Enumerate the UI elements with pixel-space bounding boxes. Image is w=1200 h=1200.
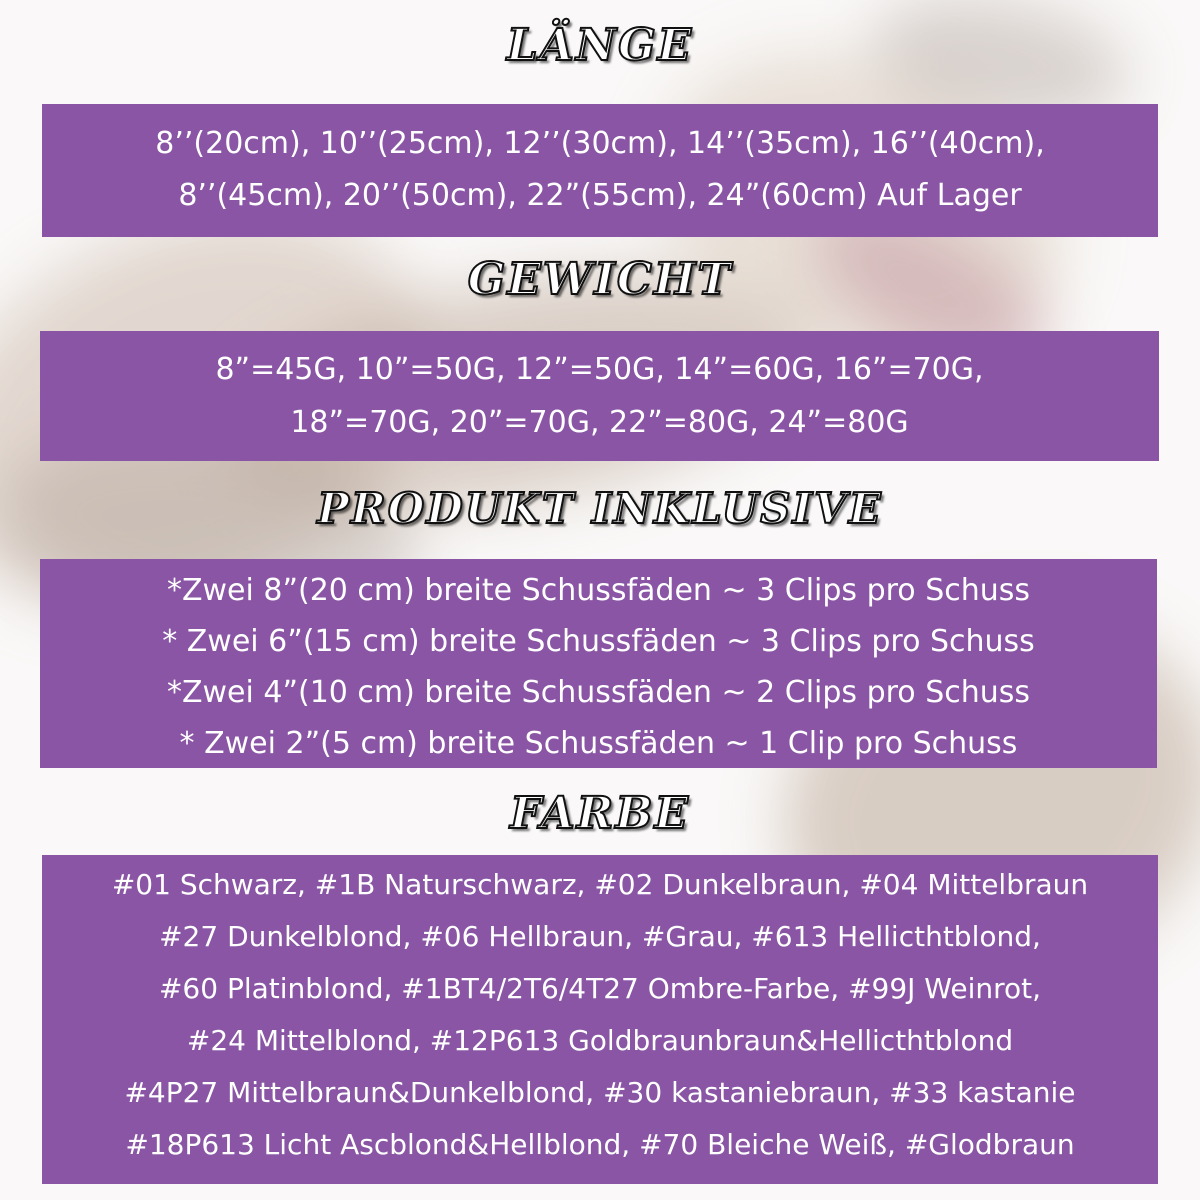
laenge-line: 8’’(45cm), 20’’(50cm), 22”(55cm), 24”(60cm) Auf Lager (178, 178, 1022, 213)
produkt-line: *Zwei 8”(20 cm) breite Schussfäden ~ 3 Clips pro Schuss (166, 573, 1031, 608)
farbe-line: #18P613 Licht Ascblond&Hellblond, #70 Bleiche Weiß, #Glodbraun (125, 1128, 1075, 1161)
farbe-heading: FARBE (509, 788, 691, 839)
produkt-line: * Zwei 6”(15 cm) breite Schussfäden ~ 3 Clips pro Schuss (162, 624, 1035, 659)
laenge-panel (42, 104, 1158, 237)
farbe-line: #4P27 Mittelbraun&Dunkelblond, #30 kastaniebraun, #33 kastanie (124, 1076, 1076, 1109)
farbe-line: #01 Schwarz, #1B Naturschwarz, #02 Dunkelbraun, #04 Mittelbraun (111, 868, 1089, 901)
produkt-line: *Zwei 4”(10 cm) breite Schussfäden ~ 2 Clips pro Schuss (166, 675, 1031, 710)
produkt-line: * Zwei 2”(5 cm) breite Schussfäden ~ 1 Clip pro Schuss (179, 726, 1018, 761)
farbe-line: #60 Platinblond, #1BT4/2T6/4T27 Ombre-Farbe, #99J Weinrot, (158, 972, 1042, 1005)
farbe-line: #24 Mittelblond, #12P613 Goldbraunbraun&Hellicthtblond (186, 1024, 1014, 1057)
gewicht-panel (40, 331, 1159, 461)
gewicht-heading: GEWICHT (467, 254, 733, 305)
produkt-heading: PRODUKT INKLUSIVE (317, 484, 883, 533)
farbe-panel (42, 855, 1158, 1184)
gewicht-line: 8”=45G, 10”=50G, 12”=50G, 14”=60G, 16”=70G, (215, 352, 984, 387)
laenge-heading: LÄNGE (506, 20, 694, 71)
produkt-panel (40, 559, 1157, 768)
gewicht-line: 18”=70G, 20”=70G, 22”=80G, 24”=80G (290, 405, 909, 440)
farbe-line: #27 Dunkelblond, #06 Hellbraun, #Grau, #613 Hellicthtblond, (159, 920, 1041, 953)
laenge-line: 8’’(20cm), 10’’(25cm), 12’’(30cm), 14’’(35cm), 16’’(40cm), (155, 126, 1045, 161)
